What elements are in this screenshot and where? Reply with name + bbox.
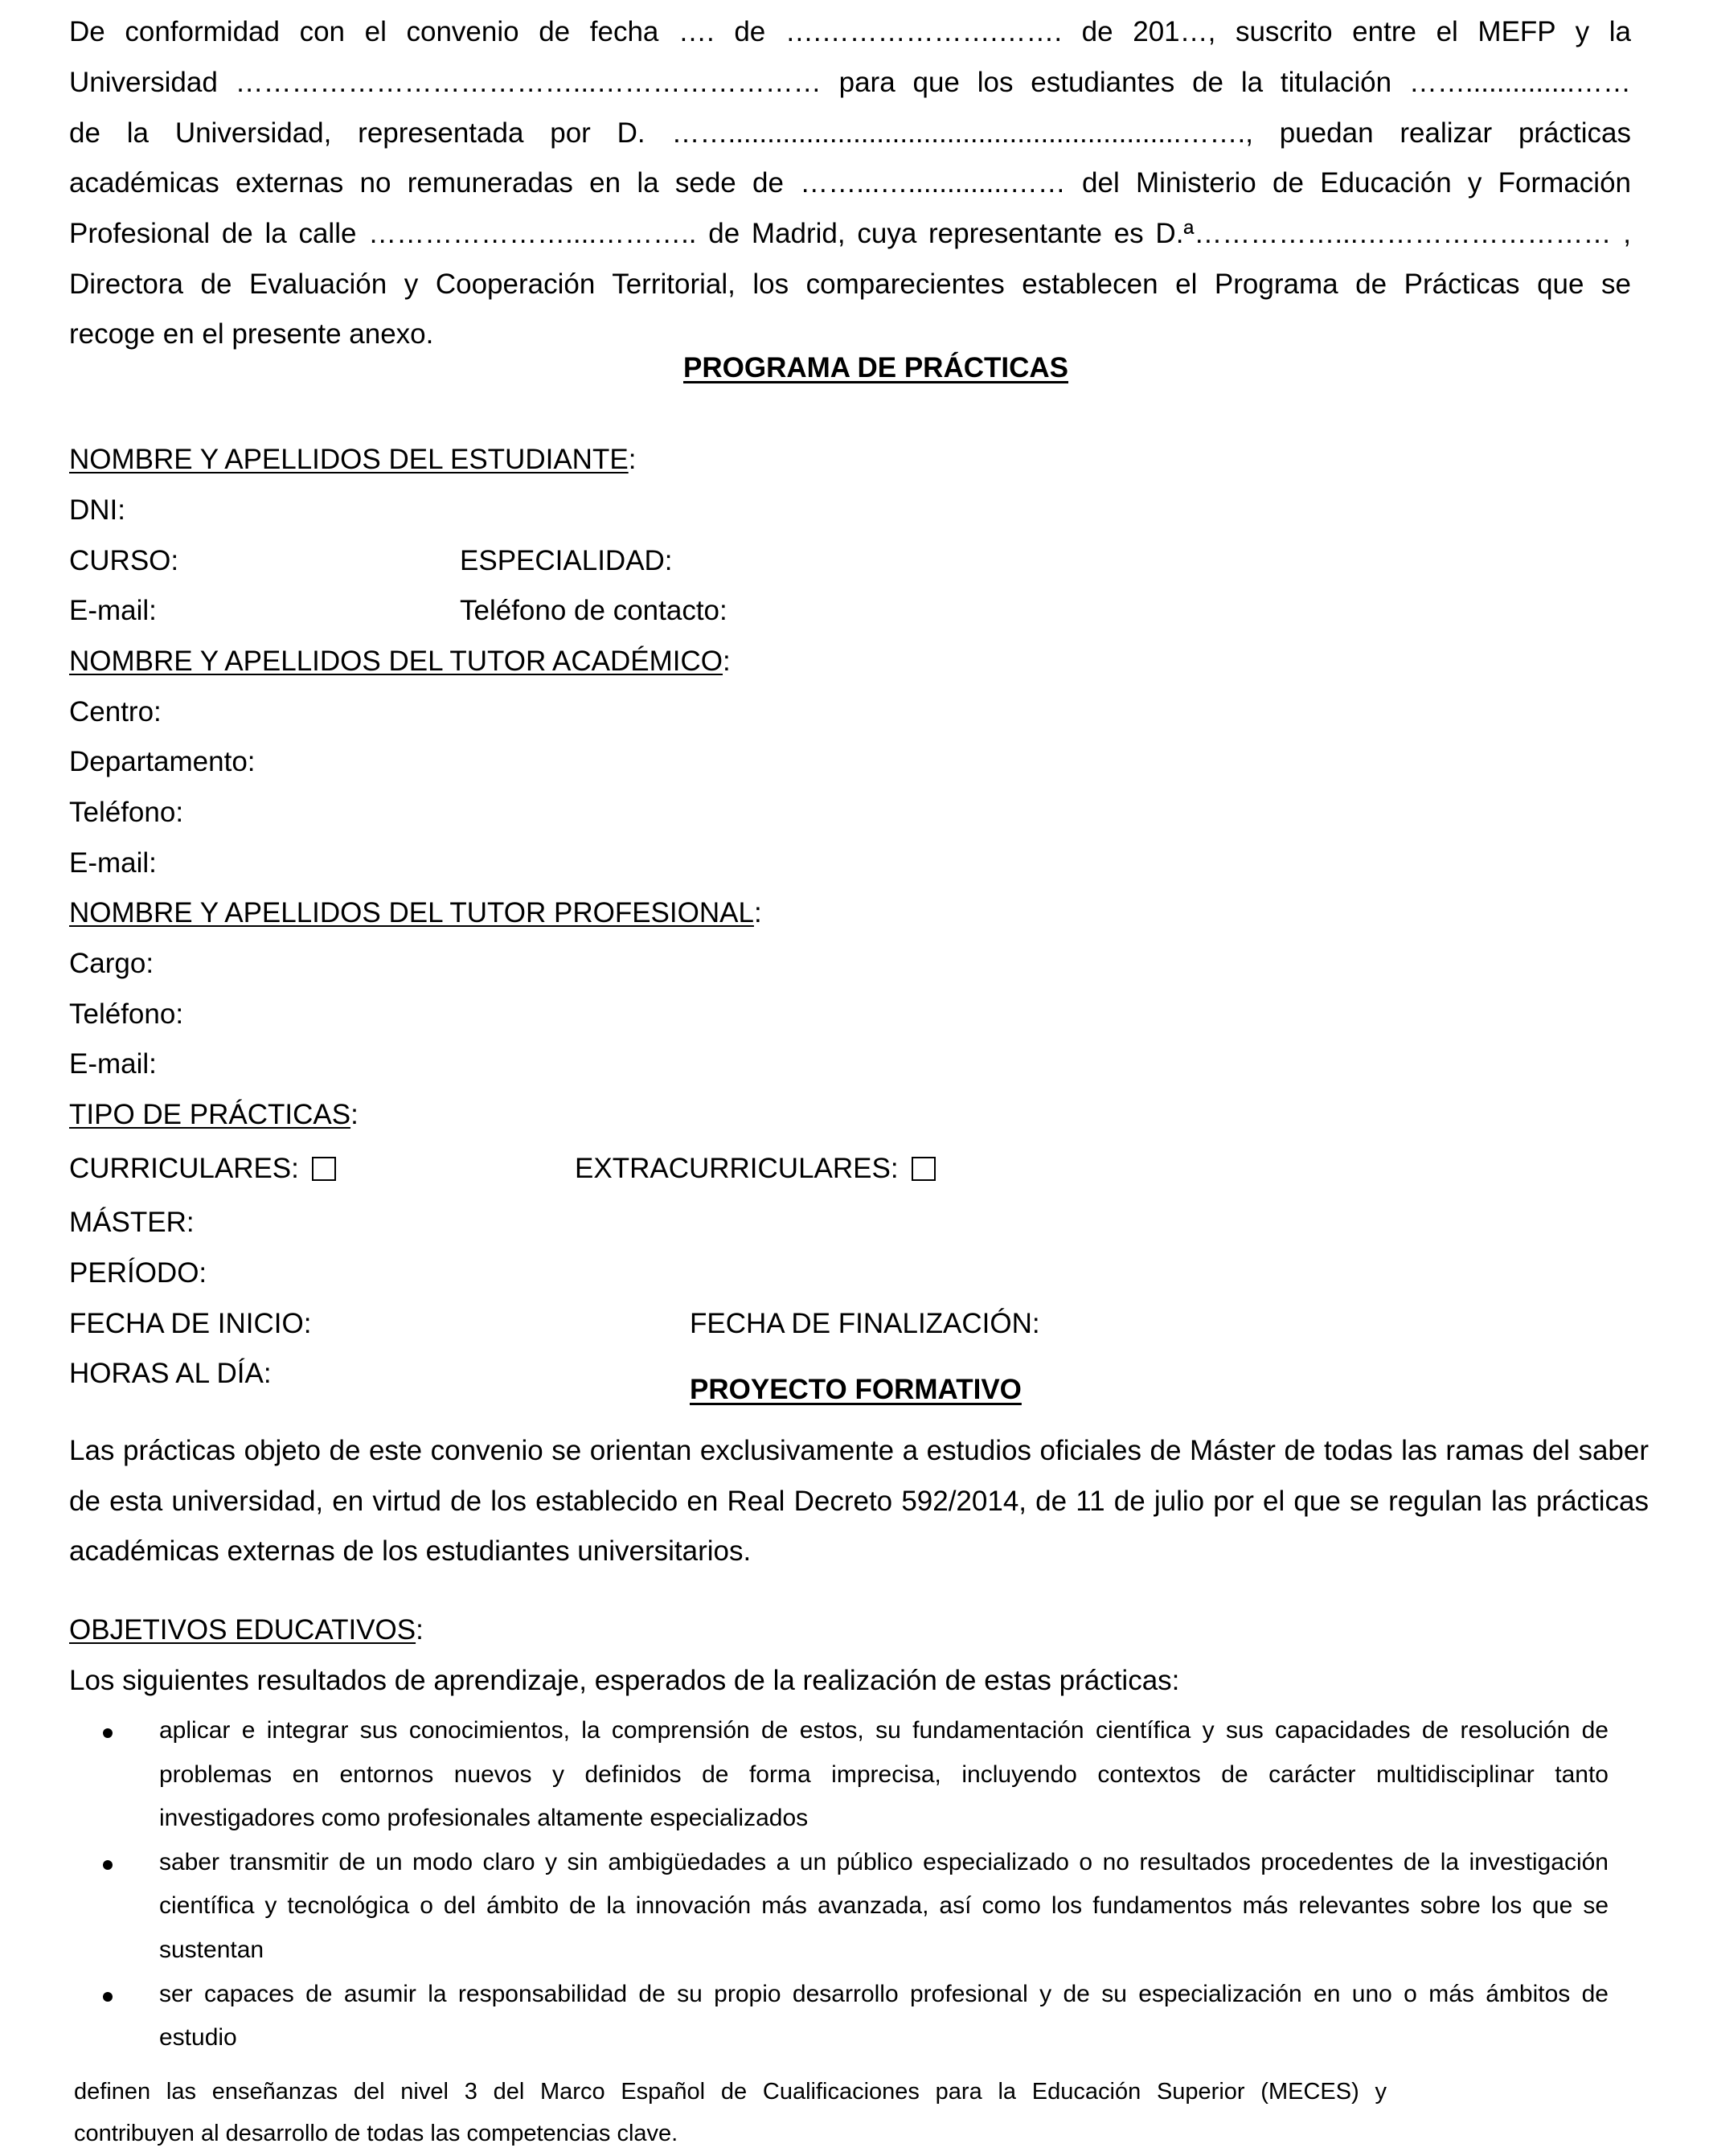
student-curso: CURSO:: [69, 545, 179, 576]
objectives-intro: Los siguientes resultados de aprendizaje, esperados de la realización de estas prácticas:: [69, 1665, 1180, 1696]
curriculares-checkbox[interactable]: [312, 1157, 336, 1181]
bullet-2-line-2: científica y tecnológica o del ámbito de la innovación más avanzada, así como los fundamentos más relevantes sobre los que se: [159, 1892, 1609, 1919]
practice-type-heading: TIPO DE PRÁCTICAS:: [69, 1099, 359, 1130]
intro-line-1: De conformidad con el convenio de fecha …. de ….……………….……. de 201…, suscrito entre el MEFP y la: [69, 16, 1631, 47]
academic-tutor-heading-text: NOMBRE Y APELLIDOS DEL TUTOR ACADÉMICO: [69, 646, 723, 677]
project-line-3: académicas externas de los estudiantes universitarios.: [69, 1535, 752, 1567]
curriculares-label: CURRICULARES:: [69, 1153, 299, 1184]
intro-line-6: Directora de Evaluación y Cooperación Territorial, los comparecientes establecen el Programa de Prácticas que se: [69, 268, 1631, 300]
student-dni: DNI:: [69, 494, 125, 526]
professional-tutor-heading: NOMBRE Y APELLIDOS DEL TUTOR PROFESIONAL:: [69, 897, 762, 928]
extracurriculares-checkbox[interactable]: [912, 1157, 936, 1181]
bullet-icon: [103, 1992, 113, 2002]
intro-line-5: Profesional de la calle …………………....……….. de Madrid, cuya representante es D.ª……………...……………………… ,: [69, 218, 1631, 249]
extracurriculares-option: [575, 1153, 936, 1185]
objectives-heading: OBJETIVOS EDUCATIVOS:: [69, 1614, 424, 1646]
academic-tutor-telefono: Teléfono:: [69, 797, 184, 828]
bullet-3-line-2: estudio: [159, 2024, 237, 2051]
academic-tutor-centro: Centro:: [69, 696, 162, 728]
intro-line-4: académicas externas no remuneradas en la sede de ……...….............…… del Ministerio de Educación y Formación: [69, 167, 1631, 199]
program-title: PROGRAMA DE PRÁCTICAS: [683, 352, 1068, 383]
bullet-icon: [103, 1728, 113, 1738]
master-field: MÁSTER:: [69, 1207, 195, 1238]
student-heading: NOMBRE Y APELLIDOS DEL ESTUDIANTE:: [69, 444, 637, 475]
periodo-field: PERÍODO:: [69, 1257, 207, 1289]
project-line-1: Las prácticas objeto de este convenio se orientan exclusivamente a estudios oficiales de Máster de todas las ramas del saber: [69, 1435, 1649, 1466]
bullet-1-line-2: problemas en entornos nuevos y definidos de forma imprecisa, incluyendo contextos de carácter multidisciplinar tanto: [159, 1761, 1609, 1788]
extracurriculares-label: EXTRACURRICULARES:: [575, 1153, 899, 1184]
closing-line-2: contribuyen al desarrollo de todas las competencias clave.: [74, 2121, 678, 2146]
objectives-heading-text: OBJETIVOS EDUCATIVOS: [69, 1614, 416, 1646]
intro-line-2: Universidad ………………………………...…………………… para que los estudiantes de la titulación ……..............……: [69, 67, 1631, 98]
bullet-2-line-1: saber transmitir de un modo claro y sin ambigüedades a un público especializado o no resultados procedentes de la investigación: [159, 1849, 1609, 1875]
fecha-fin-field: FECHA DE FINALIZACIÓN:: [690, 1308, 1040, 1339]
academic-tutor-heading: NOMBRE Y APELLIDOS DEL TUTOR ACADÉMICO:: [69, 646, 731, 677]
fecha-inicio-field: FECHA DE INICIO:: [69, 1308, 312, 1339]
professional-tutor-cargo: Cargo:: [69, 948, 154, 979]
project-line-2: de esta universidad, en virtud de los establecido en Real Decreto 592/2014, de 11 de julio por el que se regulan las prácticas: [69, 1486, 1649, 1517]
practice-type-heading-text: TIPO DE PRÁCTICAS: [69, 1099, 351, 1130]
professional-tutor-heading-text: NOMBRE Y APELLIDOS DEL TUTOR PROFESIONAL: [69, 897, 754, 928]
student-email: E-mail:: [69, 595, 157, 626]
curriculares-option: [69, 1153, 336, 1185]
project-title: PROYECTO FORMATIVO: [690, 1374, 1022, 1405]
student-telefono: Teléfono de contacto:: [460, 595, 727, 626]
academic-tutor-departamento: Departamento:: [69, 746, 256, 777]
academic-tutor-email: E-mail:: [69, 847, 157, 879]
professional-tutor-email: E-mail:: [69, 1048, 157, 1080]
bullet-2-line-3: sustentan: [159, 1937, 264, 1963]
bullet-1-line-3: investigadores como profesionales altamente especializados: [159, 1805, 809, 1831]
bullet-icon: [103, 1860, 113, 1870]
closing-line-1: definen las enseñanzas del nivel 3 del Marco Español de Cualificaciones para la Educación Superior (MECES) y: [74, 2079, 1387, 2105]
horas-field: HORAS AL DÍA:: [69, 1358, 272, 1389]
bullet-1-line-1: aplicar e integrar sus conocimientos, la comprensión de estos, su fundamentación científica y sus capacidades de resolución de: [159, 1717, 1609, 1744]
professional-tutor-telefono: Teléfono:: [69, 998, 184, 1030]
intro-line-3: de la Universidad, representada por D. ……..........................................................……., puedan realizar prácticas: [69, 117, 1631, 149]
student-especialidad: ESPECIALIDAD:: [460, 545, 673, 576]
intro-line-7: recoge en el presente anexo.: [69, 318, 434, 350]
student-heading-text: NOMBRE Y APELLIDOS DEL ESTUDIANTE: [69, 444, 629, 475]
bullet-3-line-1: ser capaces de asumir la responsabilidad de su propio desarrollo profesional y de su especialización en uno o más ámbitos de: [159, 1981, 1609, 2007]
